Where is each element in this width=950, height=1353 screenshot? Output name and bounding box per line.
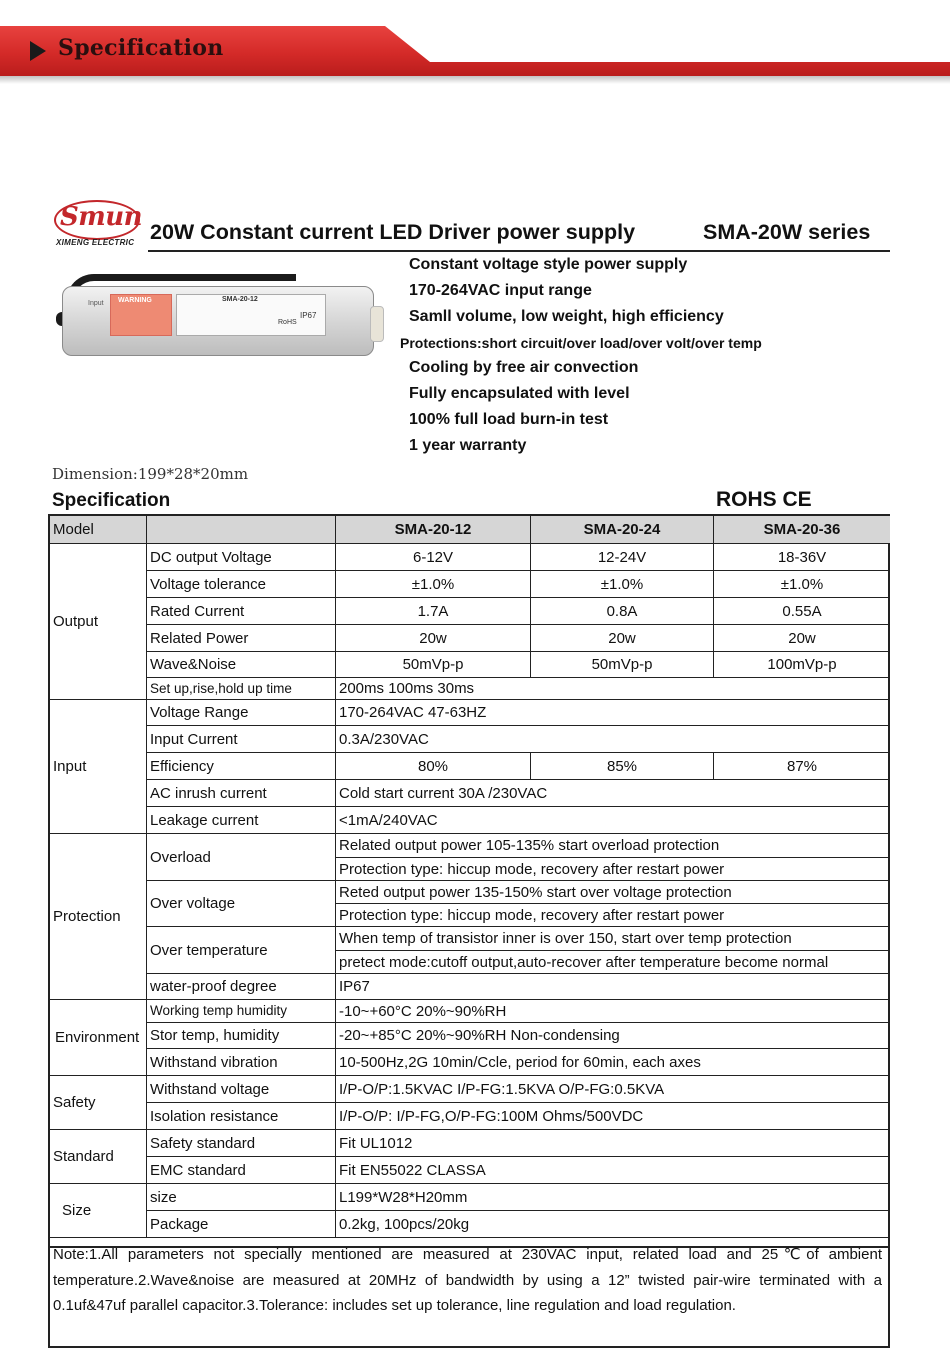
row-label: Stor temp, humidity: [147, 1023, 336, 1049]
label-model: SMA-20-12: [222, 296, 258, 303]
row-value: 6-12V: [336, 544, 531, 571]
certification: ROHS CE: [716, 488, 812, 511]
row-label: Withstand voltage: [147, 1076, 336, 1103]
row-value: 80%: [336, 753, 531, 780]
row-label: Input Current: [147, 726, 336, 753]
group-standard: Standard: [50, 1130, 147, 1184]
brand-logo: [52, 198, 144, 250]
row-value: 0.55A: [714, 598, 890, 625]
footnote: Note:1.All parameters not specially mentioned are measured at 230VAC input, related load and 25℃of ambient temperature.2.Wave&noise are measured at 20MHz of bandwidth by using a 12” twisted pair-wire terminated with a 0.1uf&47uf parallel capacitor.3.Tolerance: includes set up tolerance, line regulation and load regulation.: [48, 1238, 890, 1348]
row-label: Withstand vibration: [147, 1049, 336, 1076]
row-label: Efficiency: [147, 753, 336, 780]
row-label: Wave&Noise: [147, 652, 336, 678]
row-value: 1.7A: [336, 598, 531, 625]
group-environment: Environment: [50, 1000, 147, 1076]
side-label: Input: [88, 300, 104, 307]
header-col: SMA-20-36: [714, 516, 890, 544]
output-cable: [370, 306, 384, 342]
feature-item: 170-264VAC input range: [409, 282, 592, 299]
row-value: 20w: [336, 625, 531, 652]
group-input: Input: [50, 700, 147, 834]
group-output: Output: [50, 544, 147, 700]
row-label: Package: [147, 1211, 336, 1238]
row-value: Reted output power 135-150% start over voltage protection: [336, 881, 890, 904]
row-value: 0.2kg, 100pcs/20kg: [336, 1211, 890, 1238]
banner-shadow: [0, 76, 950, 84]
row-value: -20~+85°C 20%~90%RH Non-condensing: [336, 1023, 890, 1049]
row-value: L199*W28*H20mm: [336, 1184, 890, 1211]
row-label: Voltage tolerance: [147, 571, 336, 598]
row-value: 10-500Hz,2G 10min/Ccle, period for 60min, each axes: [336, 1049, 890, 1076]
row-value: 20w: [714, 625, 890, 652]
row-value: ±1.0%: [531, 571, 714, 598]
feature-item: Constant voltage style power supply: [409, 256, 688, 273]
row-label: Isolation resistance: [147, 1103, 336, 1130]
play-arrow-icon: [30, 41, 46, 61]
feature-item: Samll volume, low weight, high efficiency: [409, 308, 724, 325]
row-label: water-proof degree: [147, 974, 336, 1000]
logo-subtitle: XIMENG ELECTRIC: [56, 238, 135, 247]
spec-banner: [0, 0, 950, 92]
row-value: Fit EN55022 CLASSA: [336, 1157, 890, 1184]
row-label: Set up,rise,hold up time: [147, 678, 336, 700]
row-value: IP67: [336, 974, 890, 1000]
row-value: When temp of transistor inner is over 150, start over temp protection: [336, 927, 890, 951]
label-ip: IP67: [300, 311, 317, 320]
row-label: Safety standard: [147, 1130, 336, 1157]
header-model: Model: [50, 516, 147, 544]
row-label: EMC standard: [147, 1157, 336, 1184]
row-value: 18-36V: [714, 544, 890, 571]
row-value: I/P-O/P: I/P-FG,O/P-FG:100M Ohms/500VDC: [336, 1103, 890, 1130]
label-rohs: RoHS: [278, 319, 297, 326]
dimension-text: Dimension:199*28*20mm: [52, 465, 249, 483]
row-label: Rated Current: [147, 598, 336, 625]
row-value: Related output power 105-135% start overload protection: [336, 834, 890, 858]
row-value: 200ms 100ms 30ms: [336, 678, 890, 700]
row-value: 50mVp-p: [531, 652, 714, 678]
product-photo: [52, 264, 387, 372]
row-label: Over temperature: [147, 927, 336, 974]
logo-wordmark: Smun: [59, 202, 143, 232]
feature-item: 1 year warranty: [409, 437, 527, 454]
series-title: SMA-20W series: [703, 220, 871, 244]
banner-title: Specification: [58, 35, 224, 61]
row-value: -10~+60°C 20%~90%RH: [336, 1000, 890, 1023]
row-value: 0.3A/230VAC: [336, 726, 890, 753]
header-blank: [147, 516, 336, 544]
row-label: Working temp humidity: [147, 1000, 336, 1023]
row-label: Related Power: [147, 625, 336, 652]
spec-heading: Specification: [52, 490, 171, 511]
row-value: 20w: [531, 625, 714, 652]
row-value: Protection type: hiccup mode, recovery after restart power: [336, 904, 890, 927]
group-protection: Protection: [50, 834, 147, 1000]
header-col: SMA-20-12: [336, 516, 531, 544]
row-value: ±1.0%: [714, 571, 890, 598]
row-value: ±1.0%: [336, 571, 531, 598]
row-value: 87%: [714, 753, 890, 780]
row-value: 0.8A: [531, 598, 714, 625]
group-safety: Safety: [50, 1076, 147, 1130]
spec-table: [48, 514, 890, 1248]
row-value: <1mA/240VAC: [336, 807, 890, 834]
row-label: Over voltage: [147, 881, 336, 927]
feature-item: Cooling by free air convection: [409, 359, 639, 376]
row-label: DC output Voltage: [147, 544, 336, 571]
row-label: Leakage current: [147, 807, 336, 834]
row-value: Protection type: hiccup mode, recovery after restart power: [336, 858, 890, 881]
row-value: 50mVp-p: [336, 652, 531, 678]
warning-text: WARNING: [118, 297, 152, 304]
row-value: I/P-O/P:1.5KVAC I/P-FG:1.5KVA O/P-FG:0.5KVA: [336, 1076, 890, 1103]
row-value: 85%: [531, 753, 714, 780]
row-value: Fit UL1012: [336, 1130, 890, 1157]
group-size: Size: [50, 1184, 147, 1238]
feature-item: 100% full load burn-in test: [409, 411, 609, 428]
row-value: 170-264VAC 47-63HZ: [336, 700, 890, 726]
row-value: 12-24V: [531, 544, 714, 571]
row-label: Overload: [147, 834, 336, 881]
header-col: SMA-20-24: [531, 516, 714, 544]
product-title: 20W Constant current LED Driver power supply: [150, 220, 636, 244]
row-value: 100mVp-p: [714, 652, 890, 678]
feature-item: Fully encapsulated with level: [409, 385, 630, 402]
row-value: pretect mode:cutoff output,auto-recover after temperature become normal: [336, 951, 890, 974]
row-value: Cold start current 30A /230VAC: [336, 780, 890, 807]
row-label: Voltage Range: [147, 700, 336, 726]
row-label: AC inrush current: [147, 780, 336, 807]
row-label: size: [147, 1184, 336, 1211]
feature-item: Protections:short circuit/over load/over volt/over temp: [400, 335, 762, 351]
header-divider: [148, 250, 890, 252]
